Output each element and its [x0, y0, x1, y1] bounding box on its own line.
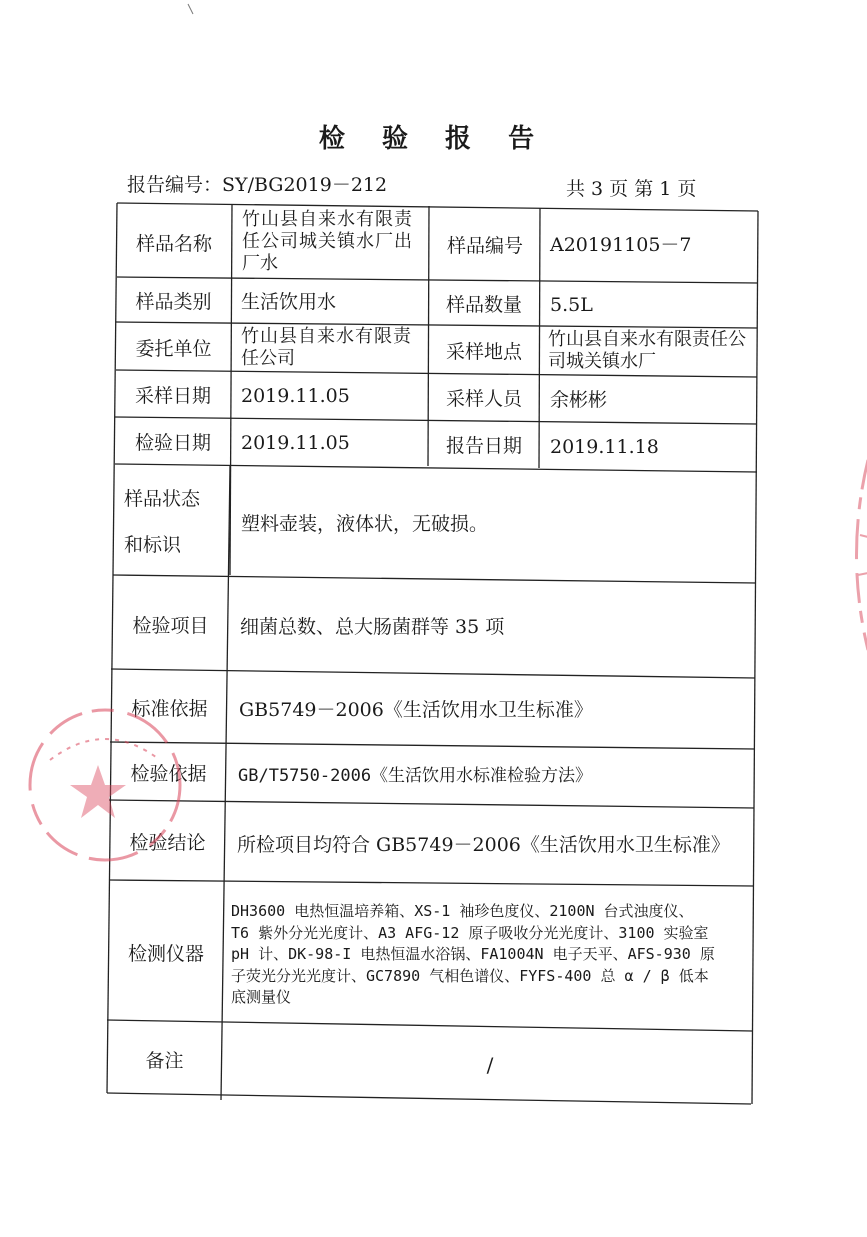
instruments-value	[225, 885, 753, 1025]
client-value	[231, 324, 428, 372]
sample-name-line-2: 任公司城关镇水厂出	[242, 231, 413, 252]
instruments-line-1: DH3600 电热恒温培养箱、XS-1 袖珍色度仪、2100N 台式浊度仪、	[231, 902, 694, 921]
site-line-2: 司城关镇水厂	[548, 351, 656, 372]
sampler-value: 余彬彬	[550, 388, 608, 411]
sample-qty-label: 样品数量	[445, 294, 522, 316]
remarks-value: /	[486, 1053, 494, 1077]
report-title: 检 验 报 告	[318, 124, 549, 154]
sample-type-value: 生活饮用水	[241, 290, 337, 313]
remarks-label: 备注	[145, 1049, 184, 1072]
sampling-date-label: 采样日期	[134, 385, 211, 407]
sample-no-value: A20191105－7	[550, 234, 692, 256]
site-line-1: 竹山县自来水有限责任公	[548, 329, 746, 350]
sample-no-label: 样品编号	[446, 234, 523, 257]
sampling-date-value: 2019.11.05	[241, 384, 350, 407]
items-label: 检验项目	[132, 614, 209, 637]
standard-label: 标准依据	[131, 697, 208, 720]
report-date-label: 报告日期	[445, 435, 522, 457]
sample-qty-value: 5.5L	[550, 293, 593, 316]
instruments-line-5: 底测量仪	[231, 988, 292, 1007]
status-label	[114, 468, 230, 576]
instruments-line-4: 子荧光分光光度计、GC7890 气相色谱仪、FYFS-400 总 α / β 低本	[231, 966, 709, 985]
client-line-1: 竹山县自来水有限责	[241, 326, 412, 347]
conclusion-label: 检验结论	[129, 832, 206, 854]
report-number-label: 报告编号：	[127, 174, 223, 196]
sample-name-line-1: 竹山县自来水有限责	[242, 209, 413, 230]
site-label: 采样地点	[445, 340, 522, 363]
test-date-value: 2019.11.05	[241, 431, 350, 454]
sampler-label: 采样人员	[445, 388, 522, 410]
site-value	[540, 327, 756, 375]
sample-name-value	[232, 205, 428, 279]
status-value: 塑料壶装，液体状，无破损。	[241, 513, 489, 535]
report-date-value: 2019.11.18	[550, 435, 659, 458]
seal-stamp	[20, 700, 190, 870]
method-label: 检验依据	[130, 763, 207, 785]
scan-mark	[186, 2, 196, 16]
seal-stamp-edge	[840, 455, 867, 655]
instruments-line-3: pH 计、DK-98-I 电热恒温水浴锅、FA1004N 电子天平、AFS-930 原	[231, 945, 715, 964]
items-value: 细菌总数、总大肠菌群等 35 项	[240, 616, 505, 638]
status-label-line-1: 样品状态	[124, 488, 201, 510]
report-number-value: SY/BG2019－212	[222, 174, 388, 196]
page-info: 共 3 页 第 1 页	[566, 178, 697, 200]
status-label-line-2: 和标识	[124, 534, 182, 556]
method-value: GB/T5750-2006《生活饮用水标准检验方法》	[238, 765, 593, 786]
sample-type-label: 样品类别	[135, 291, 212, 313]
client-line-2: 任公司	[241, 348, 295, 369]
client-label: 委托单位	[135, 337, 212, 360]
standard-value: GB5749－2006《生活饮用水卫生标准》	[239, 699, 593, 721]
instruments-line-2: T6 紫外分光光度计、A3 AFG-12 原子吸收分光光度计、3100 实验室	[231, 923, 709, 942]
sample-name-line-3: 厂水	[242, 253, 278, 274]
conclusion-value: 所检项目均符合 GB5749－2006《生活饮用水卫生标准》	[237, 833, 730, 856]
test-date-label: 检验日期	[134, 432, 211, 454]
sample-name-label: 样品名称	[135, 232, 212, 255]
instruments-label: 检测仪器	[127, 942, 204, 965]
